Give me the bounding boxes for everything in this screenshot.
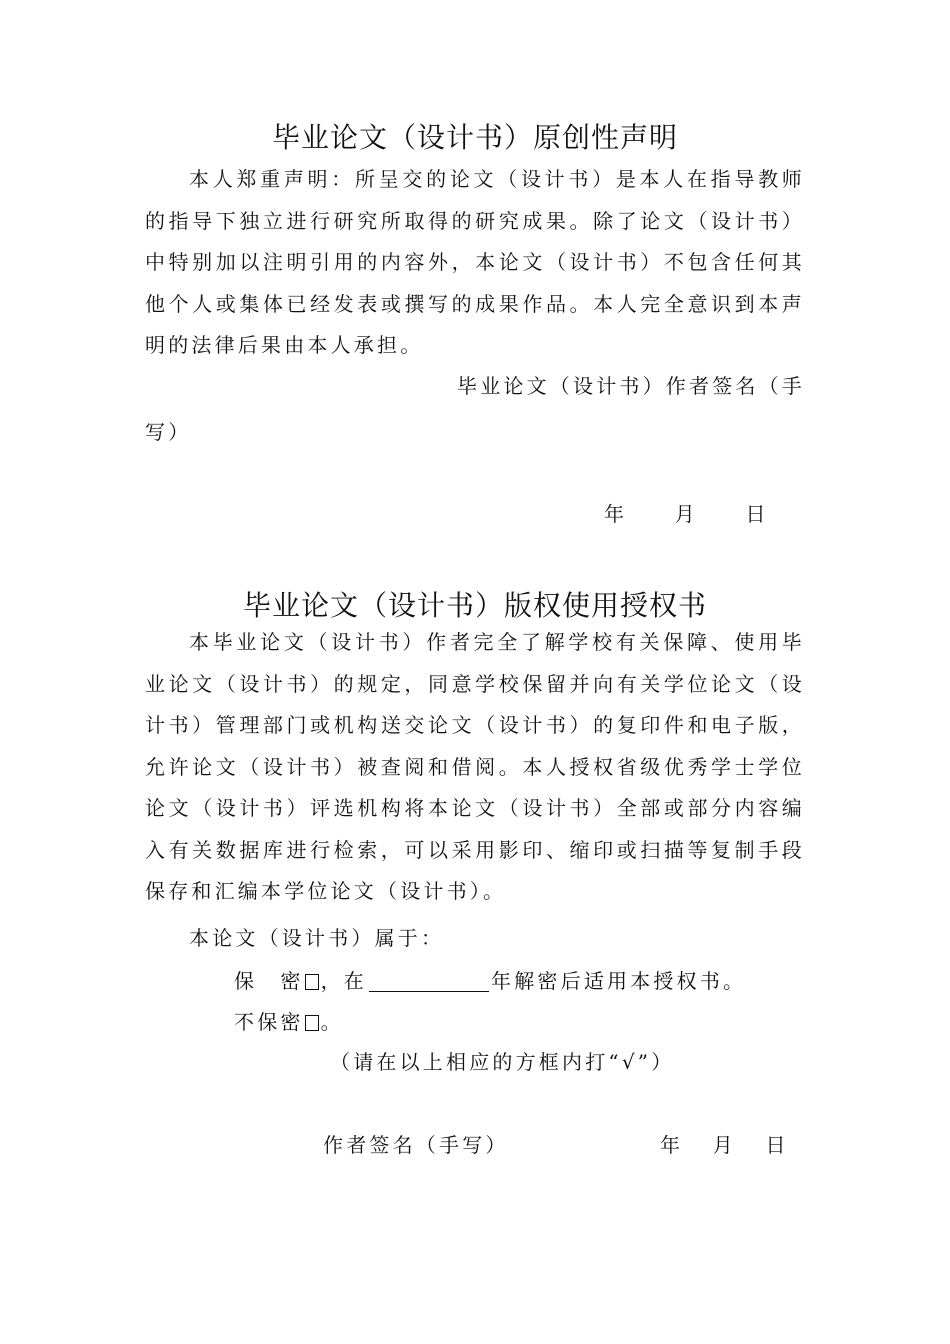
option-confidential-mid: ，在: [320, 969, 368, 993]
checkbox-instruction: （请在以上相应的方框内打“√”）: [330, 1050, 675, 1074]
originality-signature-label: 毕业论文（设计书）作者签名（手: [457, 374, 805, 398]
confidential-checkbox[interactable]: [305, 974, 319, 990]
date-year-label: 年: [660, 1133, 684, 1157]
decrypt-year-blank[interactable]: [369, 971, 489, 992]
originality-signature-label-cont: 写）: [145, 420, 192, 444]
option-public: [234, 1006, 344, 1035]
copyright-date: [660, 1129, 789, 1158]
date-month-label: 月: [674, 502, 698, 526]
copyright-authorization-title: 毕业论文（设计书）版权使用授权书: [242, 589, 707, 622]
originality-statement-body: 本人郑重声明：所呈交的论文（设计书）是本人在指导教师的指导下独立进行研究所取得的研究成果。除了论文（设计书）中特别加以注明引用的内容外，本论文（设计书）不包含任何其他个人或集体已经发表或撰写的成果作品。本人完全意识到本声明的法律后果由本人承担。: [145, 167, 805, 357]
option-confidential: [234, 965, 746, 994]
date-day-label: 日: [765, 1133, 789, 1157]
date-month-label: 月: [712, 1133, 736, 1157]
date-year-label: 年: [604, 502, 628, 526]
option-public-label: 不保密: [234, 1010, 304, 1034]
option-confidential-label: 保 密: [234, 969, 304, 993]
copyright-authorization-body: 本毕业论文（设计书）作者完全了解学校有关保障、使用毕业论文（设计书）的规定，同意学校保留并向有关学位论文（设计书）管理部门或机构送交论文（设计书）的复印件和电子版，允许论文（设计书）被查阅和借阅。本人授权省级优秀学士学位论文（设计书）评选机构将本论文（设计书）全部或部分内容编入有关数据库进行检索，可以采用影印、缩印或扫描等复制手段保存和汇编本学位论文（设计书）。: [145, 630, 805, 903]
originality-date: [604, 498, 769, 527]
originality-statement-title: 毕业论文（设计书）原创性声明: [271, 121, 678, 154]
belongs-to-label: 本论文（设计书）属于：: [189, 926, 445, 950]
option-public-tail: 。: [320, 1010, 344, 1034]
option-confidential-tail: 年解密后适用本授权书。: [491, 969, 747, 993]
public-checkbox[interactable]: [305, 1015, 319, 1031]
copyright-signature-label: 作者签名（手写）: [323, 1133, 509, 1157]
date-day-label: 日: [745, 502, 769, 526]
